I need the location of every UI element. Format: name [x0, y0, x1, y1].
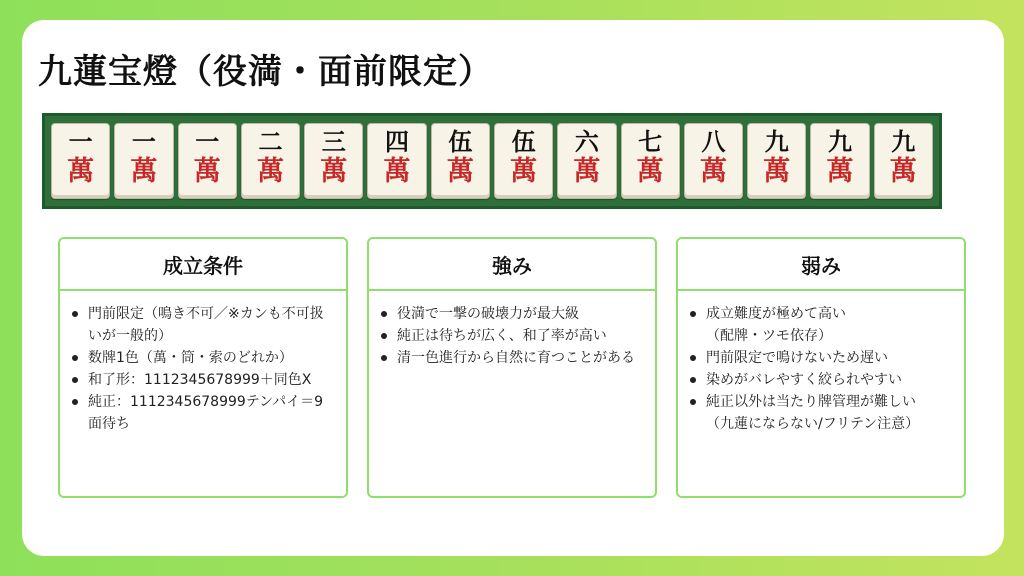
tile-number: 三: [321, 127, 346, 156]
list-item: 純正：1112345678999テンパイ＝9面待ち: [70, 391, 336, 435]
tile-suit: 萬: [67, 156, 95, 187]
tile-strip: [42, 113, 942, 209]
tile-suit: 萬: [320, 156, 348, 187]
tile-number: 一: [68, 127, 93, 156]
page-title: 九蓮宝燈（役満・面前限定）: [38, 52, 493, 92]
weaknesses-panel: [676, 237, 966, 498]
tile-number: 九: [828, 127, 853, 156]
tile-suit: 萬: [130, 156, 158, 187]
list-item: 純正は待ちが広く、和了率が高い: [379, 325, 645, 347]
tile-number: 二: [258, 127, 283, 156]
tile-suit: 萬: [826, 156, 854, 187]
strengths-heading: 強み: [369, 239, 655, 291]
mahjong-tile: [241, 123, 300, 199]
tile-number: 六: [574, 127, 599, 156]
tile-suit: 萬: [256, 156, 284, 187]
list-item: 和了形：1112345678999＋同色X: [70, 369, 336, 391]
tile-number: 一: [195, 127, 220, 156]
list-item-continuation: （九蓮にならない/フリテン注意）: [706, 416, 920, 432]
tile-suit: 萬: [383, 156, 411, 187]
tile-suit: 萬: [636, 156, 664, 187]
tile-suit: 萬: [573, 156, 601, 187]
tile-suit: 萬: [699, 156, 727, 187]
list-item: 純正以外は当たり牌管理が難しい: [688, 391, 954, 413]
mahjong-tile: [304, 123, 363, 199]
mahjong-tile: [494, 123, 553, 199]
mahjong-tile: [874, 123, 933, 199]
conditions-heading: 成立条件: [60, 239, 346, 291]
list-item: 門前限定（鳴き不可／※カンも不可扱いが一般的）: [70, 303, 336, 347]
list-item-continuation: （配牌・ツモ依存）: [706, 328, 832, 344]
weaknesses-heading: 弱み: [678, 239, 964, 291]
list-item: 清一色進行から自然に育つことがある: [379, 347, 645, 369]
tile-number: 伍: [448, 127, 473, 156]
tile-number: 伍: [511, 127, 536, 156]
mahjong-tile: [114, 123, 173, 199]
mahjong-tile: [684, 123, 743, 199]
strengths-panel: [367, 237, 657, 498]
tile-number: 八: [701, 127, 726, 156]
tile-number: 九: [764, 127, 789, 156]
strengths-list: [369, 291, 655, 369]
tile-number: 七: [638, 127, 663, 156]
tile-number: 一: [131, 127, 156, 156]
mahjong-tile: [810, 123, 869, 199]
tile-suit: 萬: [446, 156, 474, 187]
list-item: 数牌1色（萬・筒・索のどれか）: [70, 347, 336, 369]
mahjong-tile: [621, 123, 680, 199]
tile-number: 四: [385, 127, 410, 156]
tile-suit: 萬: [763, 156, 791, 187]
mahjong-tile: [431, 123, 490, 199]
list-item: 門前限定で鳴けないため遅い: [688, 347, 954, 369]
list-item: 役満で一撃の破壊力が最大級: [379, 303, 645, 325]
tile-suit: 萬: [193, 156, 221, 187]
mahjong-tile: [747, 123, 806, 199]
mahjong-tile: [178, 123, 237, 199]
list-item: 染めがバレやすく絞られやすい: [688, 369, 954, 391]
mahjong-tile: [367, 123, 426, 199]
weaknesses-list: [678, 291, 964, 435]
tile-number: 九: [891, 127, 916, 156]
conditions-list: [60, 291, 346, 435]
tile-suit: 萬: [889, 156, 917, 187]
conditions-panel: [58, 237, 348, 498]
tile-suit: 萬: [510, 156, 538, 187]
mahjong-tile: [557, 123, 616, 199]
mahjong-tile: [51, 123, 110, 199]
list-item: 成立難度が極めて高い: [688, 303, 954, 325]
